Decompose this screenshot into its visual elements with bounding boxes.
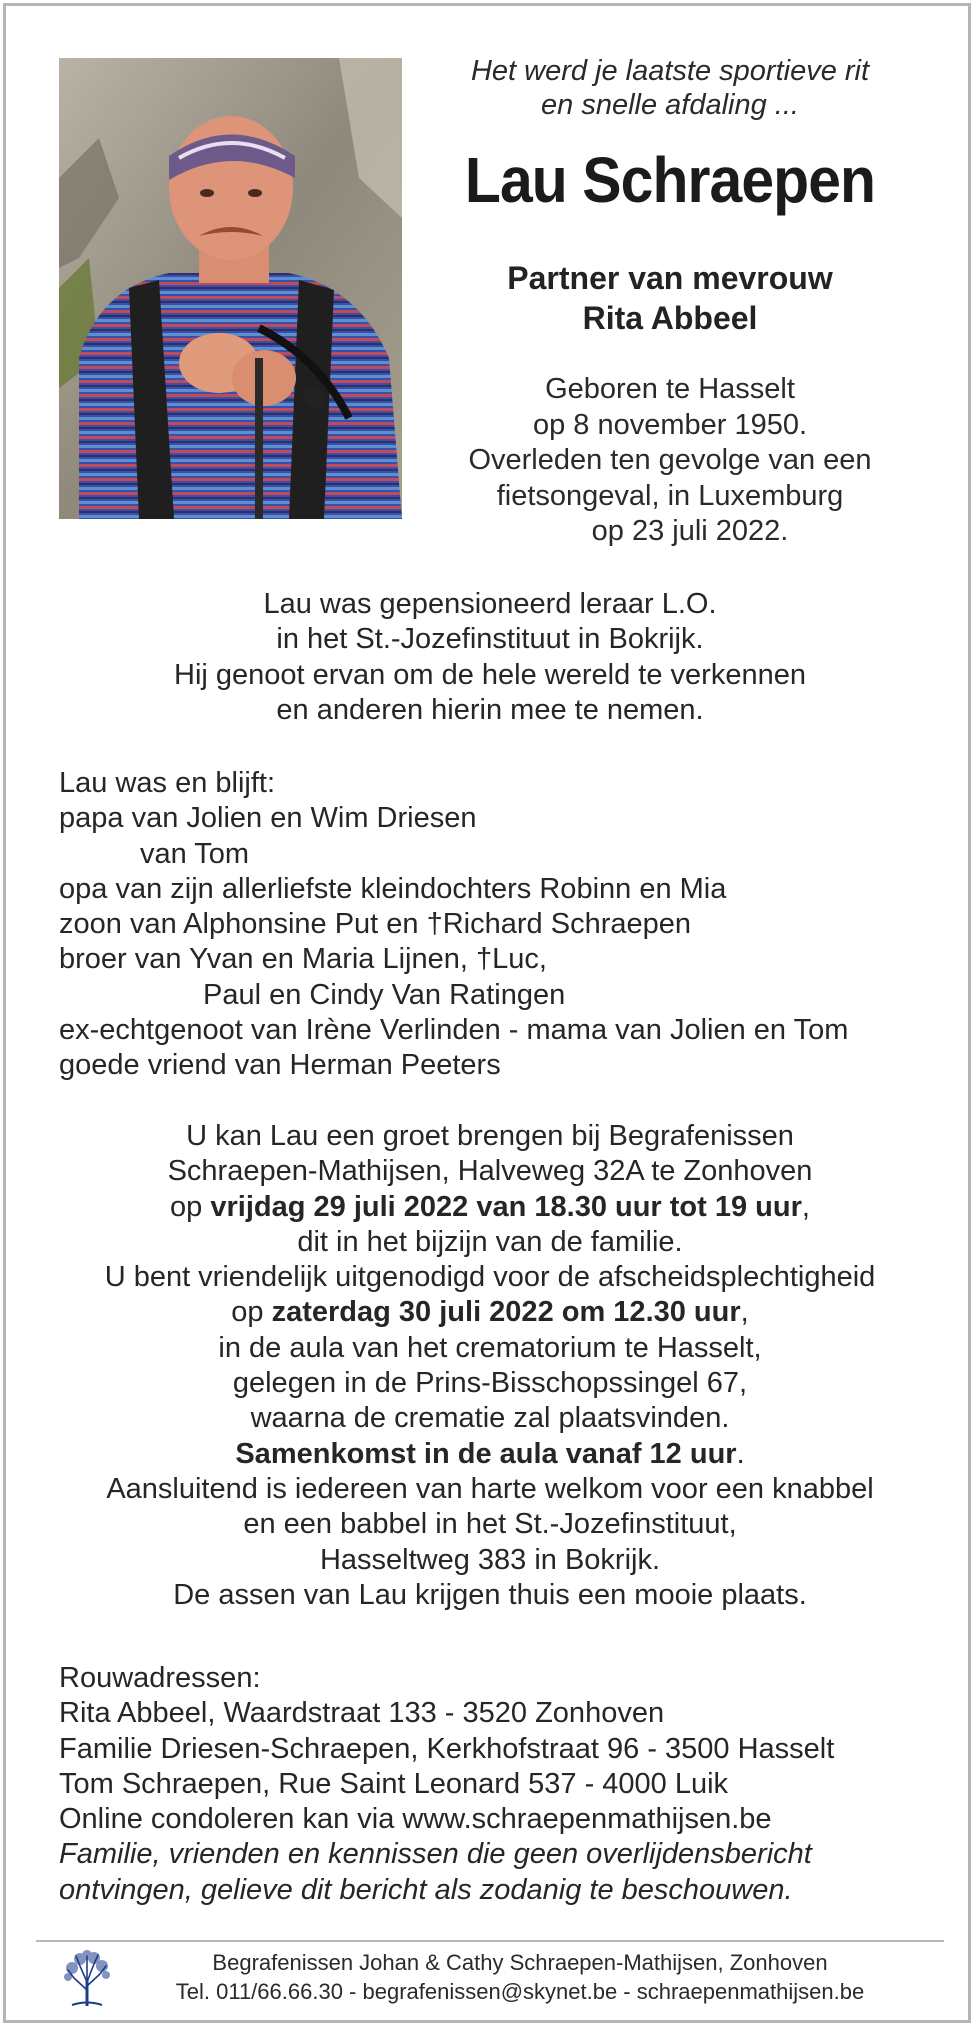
birth-line: op 8 november 1950. [532,408,808,441]
deceased-name: Lau Schraepen [464,144,876,216]
funeral-line: dit in het bijzijn van de familie. [297,1225,683,1258]
partner-info [430,258,910,338]
motto-line: Het werd je laatste sportieve rit [470,55,870,87]
motto [430,54,910,122]
funeral-line: Hasseltweg 383 in Bokrijk. [319,1543,661,1576]
funeral-details [40,1119,940,1613]
funeral-line [40,1190,940,1225]
bio-line: Lau was gepensioneerd leraar L.O. [263,588,717,620]
address-line: Rita Abbeel, Waardstraat 133 - 3520 Zonhoven [59,1697,665,1730]
funeral-line [40,1295,940,1330]
text-fragment: , [801,1190,810,1223]
footer-line: Begrafenissen Johan & Cathy Schraepen-Mathijsen, Zonhoven [212,1950,828,1975]
family-line: papa van Jolien en Wim Driesen [59,802,477,835]
portrait-photo [59,58,402,519]
motto-line: en snelle afdaling ... [541,89,799,121]
funeral-line [40,1437,940,1472]
undertaker-footer [120,1948,920,2006]
footer-line: Tel. 011/66.66.30 - begrafenissen@skynet.be - schraepenmathijsen.be [175,1979,865,2004]
family-line: broer van Yvan en Maria Lijnen, †Luc, [59,943,547,976]
tree-icon [62,1950,112,2006]
footer-divider [36,1940,944,1942]
funeral-line: Aansluitend is iedereen van harte welkom voor een knabbel [106,1472,874,1505]
birth-line: op 23 juli 2022. [591,515,789,547]
funeral-line: De assen van Lau krijgen thuis een mooie plaats. [173,1578,807,1611]
text-fragment: , [740,1296,749,1329]
ceremony-date: zaterdag 30 juli 2022 om 12.30 uur [271,1296,741,1329]
birth-line: Overleden ten gevolge van een [468,444,872,476]
visitation-date: vrijdag 29 juli 2022 van 18.30 uur tot 19 uur [210,1190,802,1223]
text-fragment: op [170,1190,211,1223]
family-list [59,766,939,1084]
funeral-line: in de aula van het crematorium te Hasselt, [218,1331,762,1364]
family-line: opa van zijn allerliefste kleindochters Robinn en Mia [59,872,727,905]
bio-line: Hij genoot ervan om de hele wereld te verkennen [174,658,806,691]
funeral-line: Schraepen-Mathijsen, Halveweg 32A te Zonhoven [167,1155,813,1188]
funeral-line: U kan Lau een groet brengen bij Begrafenissen [186,1120,794,1152]
text-fragment: . [736,1437,745,1470]
family-line: zoon van Alphonsine Put en †Richard Schraepen [59,908,691,941]
notice-note: ontvingen, gelieve dit bericht als zodanig te beschouwen. [59,1873,793,1906]
funeral-line: waarna de crematie zal plaatsvinden. [250,1402,730,1435]
address-line: Familie Driesen-Schraepen, Kerkhofstraat 96 - 3500 Hasselt [59,1732,835,1765]
address-line: Tom Schraepen, Rue Saint Leonard 537 - 4000 Luik [59,1767,729,1800]
birth-line: fietsongeval, in Luxemburg [496,479,844,512]
funeral-line: en een babbel in het St.-Jozefinstituut, [243,1508,737,1541]
addresses-heading: Rouwadressen: [59,1662,261,1694]
notice-note: Familie, vrienden en kennissen die geen overlijdensbericht [59,1838,812,1871]
mourning-addresses [59,1661,949,1908]
funeral-line: gelegen in de Prins-Bisschopssingel 67, [232,1367,748,1400]
partner-line: Partner van mevrouw [507,260,833,296]
family-line: Paul en Cindy Van Ratingen [203,978,566,1011]
partner-line: Rita Abbeel [582,300,758,336]
family-line: van Tom [140,837,250,870]
bio-line: in het St.-Jozefinstituut in Bokrijk. [276,623,704,656]
family-line: ex-echtgenoot van Irène Verlinden - mama van Jolien en Tom [59,1014,849,1047]
bio-line: en anderen hierin mee te nemen. [276,693,704,726]
biography [40,587,940,728]
text-fragment: op [231,1296,272,1329]
condolence-link[interactable]: Online condoleren kan via www.schraepenmathijsen.be [59,1803,772,1836]
funeral-line: U bent vriendelijk uitgenodigd voor de afscheidsplechtigheid [104,1261,876,1294]
gathering-time: Samenkomst in de aula vanaf 12 uur [235,1437,737,1470]
family-heading: Lau was en blijft: [59,767,276,799]
birth-line: Geboren te Hasselt [545,373,795,405]
birth-death-info [430,372,910,550]
family-line: goede vriend van Herman Peeters [59,1049,501,1082]
